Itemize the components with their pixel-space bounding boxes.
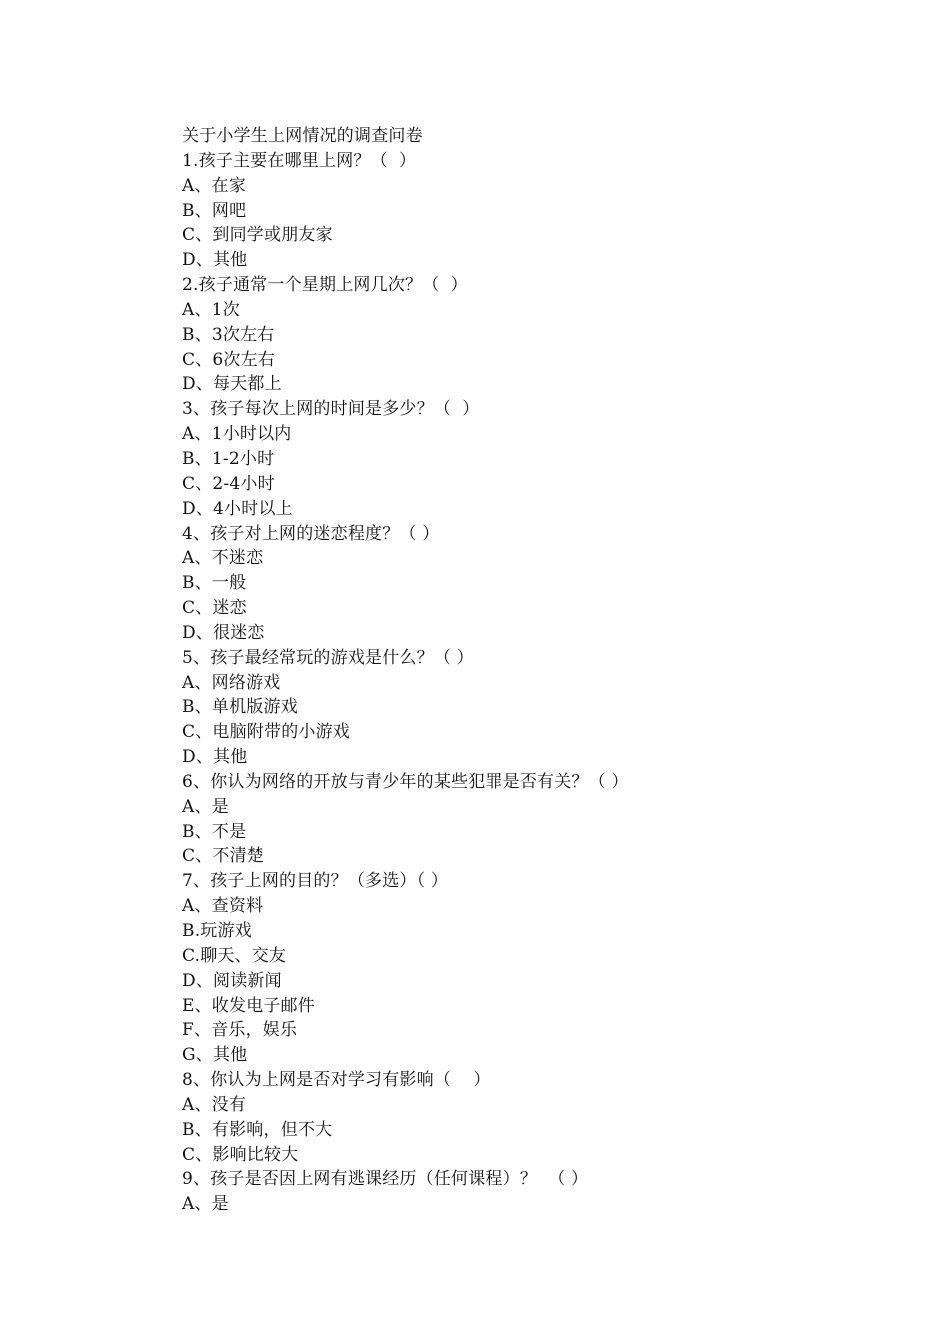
question-text: 6、你认为网络的开放与青少年的某些犯罪是否有关？（ ） [182, 771, 629, 792]
answer-option: B、单机版游戏 [182, 697, 298, 718]
answer-option: C、到同学或朋友家 [182, 225, 333, 246]
answer-option: B、3次左右 [182, 324, 275, 345]
answer-option: A、是 [182, 1194, 229, 1215]
answer-option: C、电脑附带的小游戏 [182, 722, 351, 743]
question-text: 2.孩子通常一个星期上网几次？（ ） [182, 275, 468, 296]
question-text: 8、你认为上网是否对学习有影响（ ） [182, 1070, 491, 1091]
answer-option: C、2-4小时 [182, 473, 275, 494]
answer-option: D、4小时以上 [182, 498, 293, 519]
answer-option: D、其他 [182, 747, 248, 768]
document-title: 关于小学生上网情况的调查问卷 [182, 126, 423, 146]
answer-option: B、一般 [182, 573, 247, 594]
answer-option: B.玩游戏 [182, 921, 252, 941]
answer-option: B、1-2小时 [182, 448, 275, 469]
questionnaire-document [182, 124, 882, 1217]
question-text: 1.孩子主要在哪里上网？（ ） [182, 150, 417, 171]
answer-option: D、其他 [182, 250, 248, 271]
question-text: 3、孩子每次上网的时间是多少？（ ） [182, 399, 480, 420]
answer-option: A、查资料 [182, 896, 264, 917]
answer-option: A、1次 [182, 299, 240, 320]
answer-option: B、不是 [182, 821, 247, 842]
answer-option: A、没有 [182, 1094, 247, 1115]
answer-option: C、迷恋 [182, 598, 247, 619]
answer-option: A、1小时以内 [182, 424, 292, 445]
question-text: 4、孩子对上网的迷恋程度？（ ） [182, 523, 440, 544]
answer-option: A、在家 [182, 175, 247, 196]
answer-option: G、其他 [182, 1045, 248, 1066]
question-text: 7、孩子上网的目的？（多选）（ ） [182, 871, 449, 892]
answer-option: C.聊天、交友 [182, 945, 287, 966]
answer-option: C、不清楚 [182, 846, 265, 867]
answer-option: D、每天都上 [182, 374, 282, 395]
answer-option: D、很迷恋 [182, 622, 265, 643]
answer-option: A、不迷恋 [182, 548, 264, 569]
answer-option: A、网络游戏 [182, 672, 281, 693]
question-list [182, 149, 882, 1217]
answer-option: E、收发电子邮件 [182, 995, 316, 1016]
answer-option: D、阅读新闻 [182, 970, 282, 991]
answer-option: C、影响比较大 [182, 1144, 299, 1165]
answer-option: A、是 [182, 796, 229, 817]
answer-option: B、网吧 [182, 200, 247, 221]
answer-option: B、有影响，但不大 [182, 1119, 333, 1140]
question-text: 5、孩子最经常玩的游戏是什么？（ ） [182, 647, 474, 668]
answer-option: F、音乐，娱乐 [182, 1020, 298, 1041]
answer-option: C、6次左右 [182, 349, 276, 370]
question-text: 9、孩子是否因上网有逃课经历（任何课程）？ （ ） [182, 1169, 589, 1190]
